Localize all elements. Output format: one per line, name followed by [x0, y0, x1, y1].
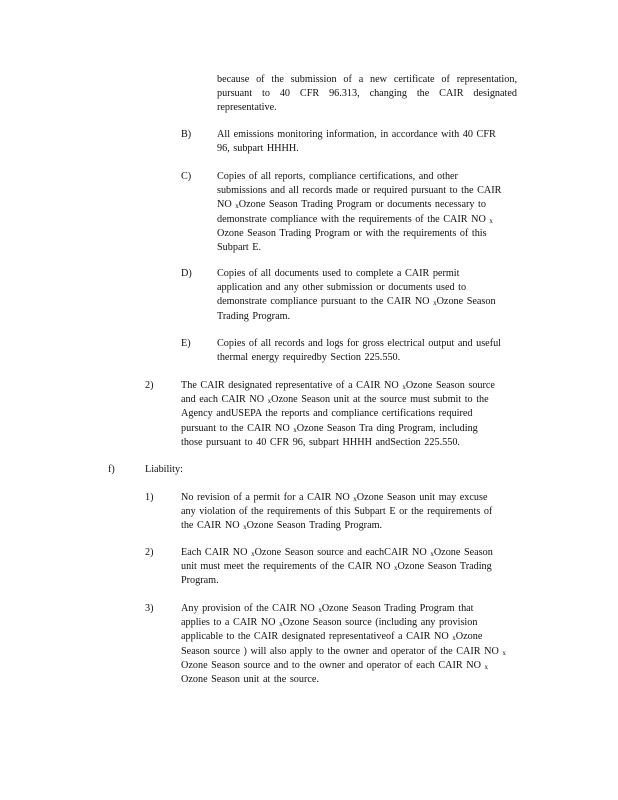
subscript: x [293, 425, 297, 434]
text-line: demonstrate compliance pursuant to the CAIR NO $_x$Ozone Season [217, 296, 496, 308]
item-label: B) [181, 129, 192, 140]
text-line: Copies of all records and logs for gross electrical output and useful [217, 338, 502, 349]
item-label: D) [181, 268, 192, 279]
item-label: 2) [145, 547, 154, 558]
subscript: x [353, 495, 357, 503]
text-line: Ozone Season source and to the owner and operator of each CAIR NO $_x$ [181, 659, 489, 671]
text-line: application and any other submission or documents used to [217, 282, 467, 294]
item-text [217, 337, 535, 365]
subscript: x [243, 523, 247, 532]
item-label: 3) [145, 603, 154, 614]
text-line: Program. [181, 575, 219, 587]
subscript: x [394, 564, 398, 573]
text-line: applies to a CAIR NO $_x$Ozone Season source (including any provision [181, 617, 478, 629]
item-label: 1) [145, 492, 154, 503]
text-line: unit must meet the requirements of the CAIR NO $_x$Ozone Season Trading [181, 561, 492, 573]
text-line: The CAIR designated representative of a CAIR NO $_x$Ozone Season source [181, 380, 495, 391]
subscript: x [279, 620, 283, 629]
item-text [217, 128, 535, 156]
subscript: x [430, 550, 434, 558]
item-text [217, 170, 535, 255]
subscript: x [502, 648, 506, 657]
text-line: the CAIR NO $_x$Ozone Season Trading Program. [181, 520, 383, 532]
text-line: All emissions monitoring information, in accordance with 40 CFR [217, 129, 496, 140]
text-line: Ozone Season unit at the source. [181, 674, 319, 686]
subscript: x [251, 550, 255, 558]
text-line: Trading Program. [217, 310, 291, 322]
item-text [181, 491, 533, 534]
item-text [181, 602, 533, 687]
item-label: 2) [145, 380, 154, 391]
text-line: demonstrate compliance with the requirements of the CAIR NO $_x$ [217, 213, 493, 225]
text-line: submissions and all records made or required pursuant to the CAIR [217, 185, 502, 197]
subscript: x [489, 216, 493, 225]
text-line: Season source ) will also apply to the owner and operator of the CAIR NO $_x$ [181, 645, 506, 657]
text-line: Any provision of the CAIR NO $_x$Ozone Season Trading Program that [181, 603, 474, 614]
subscript: x [433, 299, 437, 308]
text-line: No revision of a permit for a CAIR NO $_x$Ozone Season unit may excuse [181, 492, 488, 503]
subscript: x [452, 634, 456, 643]
subscript: x [484, 662, 489, 671]
subscript: x [235, 202, 239, 211]
text-line: Subpart E. [217, 242, 262, 254]
text-line: pursuant to the CAIR NO $_x$Ozone Season Tra ding Program, including [181, 422, 478, 434]
item-label: E) [181, 338, 191, 349]
item-text [217, 267, 535, 324]
text-line: Agency andUSEPA the reports and compliance certifications required [181, 408, 473, 420]
subscript: x [402, 383, 406, 391]
subscript: x [267, 397, 272, 406]
item-text [181, 379, 533, 450]
section-label: f) [108, 464, 115, 475]
continued-paragraph [217, 73, 517, 116]
text-line: Each CAIR NO $_x$Ozone Season source and eachCAIR NO $_x$Ozone Season [181, 547, 493, 558]
text-line: 96, subpart HHHH. [217, 143, 299, 155]
text-line: and each CAIR NO $_x$Ozone Season unit at the source must submit to the [181, 394, 489, 406]
text-line: NO $_x$Ozone Season Trading Program or documents necessary to [217, 199, 486, 211]
subscript: x [318, 606, 322, 614]
text-line: any violation of the requirements of this Subpart E or the requirements of [181, 506, 493, 518]
text-line: thermal energy requiredby Section 225.550. [217, 352, 401, 364]
text-line: those pursuant to 40 CFR 96, subpart HHHH andSection 225.550. [181, 436, 460, 448]
text-line: Copies of all documents used to complete a CAIR permit [217, 268, 460, 279]
text-line: Ozone Season Trading Program or with the requirements of this [217, 227, 487, 239]
text-line: Copies of all reports, compliance certifications, and other [217, 171, 458, 182]
item-label: C) [181, 171, 192, 182]
item-text [181, 546, 533, 589]
section-title: Liability: [145, 464, 183, 475]
continued-paragraph-text: because of the submission of a new certificate of representation, pursuant to 40 CFR 96.313, changing the CAIR designated representative. [217, 74, 517, 114]
text-line: applicable to the CAIR designated representativeof a CAIR NO $_x$Ozone [181, 631, 483, 643]
